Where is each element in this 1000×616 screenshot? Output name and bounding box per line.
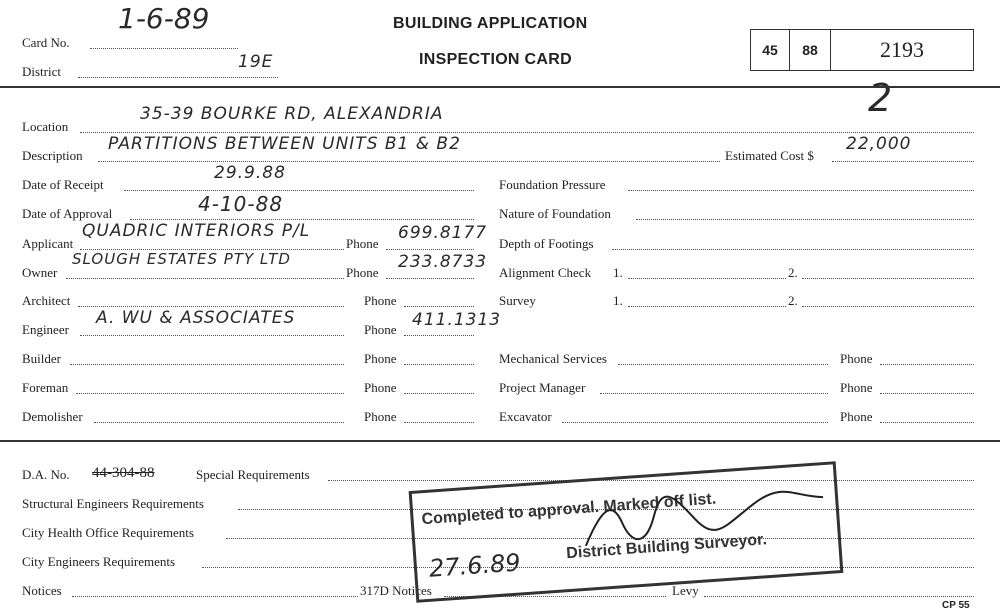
notices-317d-label: 317D Notices xyxy=(360,583,432,598)
corner-mark: 2 xyxy=(868,76,893,120)
excavator-line xyxy=(562,422,828,423)
excavator-phone-line xyxy=(880,422,974,423)
special-req-label: Special Requirements xyxy=(196,467,310,482)
description-label: Description xyxy=(22,148,83,163)
engineer-phone-value: 411.1313 xyxy=(412,310,502,330)
estimated-cost-line xyxy=(832,161,974,162)
owner-value: SLOUGH ESTATES PTY LTD xyxy=(72,250,291,268)
builder-line xyxy=(70,364,344,365)
levy-line xyxy=(704,596,974,597)
stamp-line-1: Completed to approval. Marked off list. xyxy=(421,490,717,529)
description-line xyxy=(98,161,720,162)
district-line xyxy=(78,77,278,78)
builder-phone-label: Phone xyxy=(364,351,397,366)
mechanical-phone-label: Phone xyxy=(840,351,873,366)
demolisher-phone-line xyxy=(404,422,474,423)
card-number-box-2: 88 xyxy=(789,29,831,71)
health-label: City Health Office Requirements xyxy=(22,525,194,540)
alignment-check-line-1 xyxy=(628,278,786,279)
alignment-check-line-2 xyxy=(802,278,974,279)
architect-line xyxy=(78,306,344,307)
demolisher-phone-label: Phone xyxy=(364,409,397,424)
card-no-line xyxy=(90,48,238,49)
engineer-phone-line xyxy=(404,335,474,336)
builder-phone-line xyxy=(404,364,474,365)
alignment-check-num-1: 1. xyxy=(613,265,623,280)
project-manager-label: Project Manager xyxy=(499,380,586,395)
excavator-label: Excavator xyxy=(499,409,552,424)
engineer-line xyxy=(80,335,344,336)
da-no-value: 44-304-88 xyxy=(92,465,155,481)
da-no-label: D.A. No. xyxy=(22,467,70,482)
estimated-cost-value: 22,000 xyxy=(846,134,912,154)
location-value: 35-39 BOURKE RD, ALEXANDRIA xyxy=(140,104,444,124)
applicant-phone-label: Phone xyxy=(346,236,379,251)
foreman-label: Foreman xyxy=(22,380,69,395)
title-line-2: INSPECTION CARD xyxy=(419,51,572,68)
owner-phone-value: 233.8733 xyxy=(398,252,488,272)
depth-footings-line xyxy=(612,249,974,250)
engineer-label: Engineer xyxy=(22,322,69,337)
demolisher-label: Demolisher xyxy=(22,409,83,424)
survey-line-1 xyxy=(628,306,786,307)
mechanical-phone-line xyxy=(880,364,974,365)
survey-line-2 xyxy=(802,306,974,307)
applicant-value: QUADRIC INTERIORS P/L xyxy=(82,221,311,241)
project-manager-phone-line xyxy=(880,393,974,394)
title-line-1: BUILDING APPLICATION xyxy=(393,15,588,32)
card-no-label: Card No. xyxy=(22,35,70,50)
signature-scrawl xyxy=(572,479,836,557)
date-receipt-line xyxy=(124,190,474,191)
architect-phone-line xyxy=(404,306,474,307)
location-label: Location xyxy=(22,119,69,134)
date-approval-line xyxy=(130,219,474,220)
foreman-phone-line xyxy=(404,393,474,394)
excavator-phone-label: Phone xyxy=(840,409,873,424)
district-value: 19E xyxy=(238,52,274,72)
card-number-box-1: 45 xyxy=(750,29,790,71)
foreman-phone-label: Phone xyxy=(364,380,397,395)
nature-foundation-label: Nature of Foundation xyxy=(499,206,611,221)
card-no-value: 1-6-89 xyxy=(118,2,210,35)
survey-label: Survey xyxy=(499,293,536,308)
card-number-box-3: 2193 xyxy=(830,29,974,71)
notices-line xyxy=(72,596,358,597)
mechanical-label: Mechanical Services xyxy=(499,351,607,366)
survey-num-2: 2. xyxy=(788,293,798,308)
stamp-line-2: District Building Surveyor. xyxy=(565,531,768,563)
foreman-line xyxy=(76,393,344,394)
city-eng-label: City Engineers Requirements xyxy=(22,554,176,569)
demolisher-line xyxy=(94,422,344,423)
estimated-cost-label: Estimated Cost $ xyxy=(725,148,814,163)
survey-num-1: 1. xyxy=(613,293,623,308)
owner-phone-label: Phone xyxy=(346,265,379,280)
structural-label: Structural Engineers Requirements xyxy=(22,496,204,511)
project-manager-phone-label: Phone xyxy=(840,380,873,395)
architect-label: Architect xyxy=(22,293,71,308)
nature-foundation-line xyxy=(636,219,974,220)
depth-footings-label: Depth of Footings xyxy=(499,236,594,251)
levy-label: Levy xyxy=(672,583,699,598)
notices-label: Notices xyxy=(22,583,62,598)
approval-stamp xyxy=(409,461,844,603)
foundation-pressure-label: Foundation Pressure xyxy=(499,177,606,192)
date-approval-value: 4-10-88 xyxy=(198,192,284,216)
description-value: PARTITIONS BETWEEN UNITS B1 & B2 xyxy=(108,134,461,154)
stamp-date: 27.6.89 xyxy=(428,548,522,583)
foundation-pressure-line xyxy=(628,190,974,191)
engineer-value: A. WU & ASSOCIATES xyxy=(96,308,296,328)
engineer-phone-label: Phone xyxy=(364,322,397,337)
alignment-check-num-2: 2. xyxy=(788,265,798,280)
top-divider xyxy=(0,86,1000,88)
date-receipt-value: 29.9.88 xyxy=(214,163,286,183)
district-label: District xyxy=(22,64,61,79)
date-receipt-label: Date of Receipt xyxy=(22,177,104,192)
alignment-check-label: Alignment Check xyxy=(499,265,592,280)
owner-line xyxy=(66,278,344,279)
builder-label: Builder xyxy=(22,351,61,366)
middle-divider xyxy=(0,440,1000,442)
applicant-phone-line xyxy=(386,249,474,250)
applicant-label: Applicant xyxy=(22,236,74,251)
owner-phone-line xyxy=(386,278,474,279)
form-code: CP 55 xyxy=(942,600,970,611)
architect-phone-label: Phone xyxy=(364,293,397,308)
mechanical-line xyxy=(618,364,828,365)
date-approval-label: Date of Approval xyxy=(22,206,113,221)
owner-label: Owner xyxy=(22,265,58,280)
location-line xyxy=(80,132,974,133)
applicant-phone-value: 699.8177 xyxy=(398,223,488,243)
project-manager-line xyxy=(600,393,828,394)
